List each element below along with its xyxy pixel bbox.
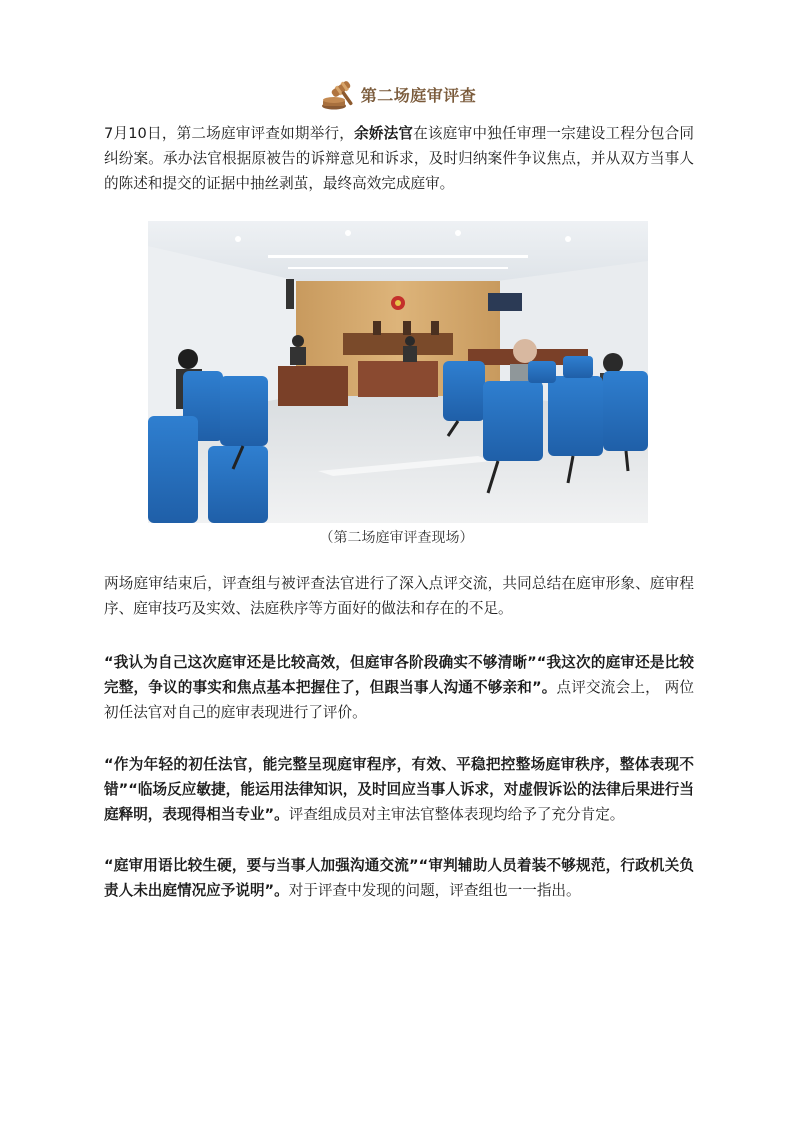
intro-paragraph (104, 121, 694, 196)
issues-quote: “庭审用语比较生硬，要与当事人加强沟通交流”“审判辅助人员着装不够规范，行政机关负责人未出庭情况应予说明”。 (104, 857, 694, 899)
heading-title: 第二场庭审评查 (360, 85, 477, 105)
self-review-text: 点评交流会上， 两位初任法官对自己的庭审表现进行了评价。 (104, 679, 694, 721)
praise-quote: “作为年轻的初任法官，能完整呈现庭审程序，有效、平稳把控整场庭审秩序，整体表现不错”“临场反应敏捷，能运用法律知识，及时回应当事人诉求，对虚假诉讼的法律后果进行当庭释明，表现得相当专业”。 (104, 756, 694, 823)
self-review-quote: “我认为自己这次庭审还是比较高效，但庭审各阶段确实不够清晰”“我这次的庭审还是比较完整，争议的事实和焦点基本把握住了，但跟当事人沟通不够亲和”。 (104, 654, 694, 696)
praise-text: 评查组成员对主审法官整体表现均给予了充分肯定。 (288, 806, 625, 823)
gavel-icon (317, 77, 357, 111)
intro-text-start: 7月10日，第二场庭审评查如期举行， (104, 125, 355, 142)
intro-text-end: 在该庭审中独任审理一宗建设工程分包合同纠纷案。承办法官根据原被告的诉辩意见和诉求，及时归纳案件争议焦点，并从双方当事人的陈述和提交的证据中抽丝剥茧，最终高效完成庭审。 (104, 125, 694, 192)
section-heading (0, 76, 793, 112)
summary-paragraph: 两场庭审结束后，评查组与被评查法官进行了深入点评交流，共同总结在庭审形象、庭审程序、庭审技巧及实效、法庭秩序等方面好的做法和存在的不足。 (104, 575, 694, 617)
issues-paragraph (104, 853, 694, 903)
issues-text: 对于评查中发现的问题，评查组也一一指出。 (288, 882, 581, 899)
photo-caption: （第二场庭审评查现场） (319, 530, 474, 546)
courtroom-photo (148, 221, 648, 523)
self-review-paragraph (104, 650, 694, 725)
judge-name: 余娇法官 (354, 125, 414, 142)
praise-paragraph (104, 752, 694, 827)
